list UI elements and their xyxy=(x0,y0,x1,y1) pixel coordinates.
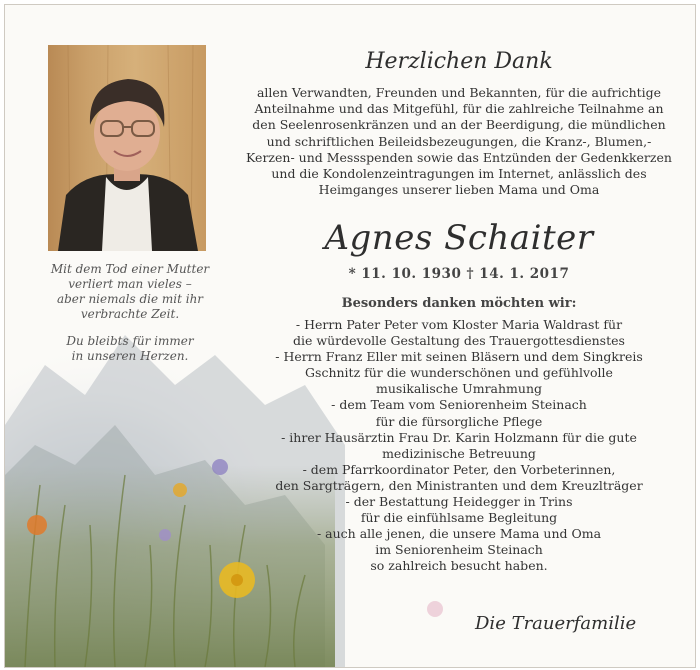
poem-line: verbrachte Zeit. xyxy=(80,307,180,321)
special-thanks-list xyxy=(219,317,696,575)
thanks-line: - Herrn Franz Eller mit seinen Bläsern und dem Singkreis xyxy=(275,349,643,365)
intro-line: und schriftlichen Beileidsbezeugungen, die Kranz-, Blumen,- xyxy=(266,133,652,149)
thanks-line: - Herrn Pater Peter vom Kloster Maria Waldrast für xyxy=(295,317,623,332)
intro-line: Heimganges unserer lieben Mama und Oma xyxy=(318,182,600,198)
poem-line: verliert man vieles – xyxy=(68,277,192,291)
thanks-line: für die fürsorgliche Pflege xyxy=(375,413,543,429)
thanks-line: musikalische Umrahmung xyxy=(376,381,542,397)
thanks-line: Gschnitz für die wunderschönen und gefühlvolle xyxy=(305,365,613,381)
thanks-line: - der Bestattung Heidegger in Trins xyxy=(345,494,573,510)
thanks-line: die würdevolle Gestaltung des Trauergottesdienstes xyxy=(293,333,625,349)
poem-line: in unseren Herzen. xyxy=(71,349,189,363)
intro-line: Kerzen- und Messspenden sowie das Entzünden der Gedenkkerzen xyxy=(246,149,672,165)
intro-text xyxy=(219,85,696,198)
memorial-poem xyxy=(35,262,225,322)
family-signoff: Die Trauerfamilie xyxy=(475,613,637,634)
poem-line: Mit dem Tod einer Mutter xyxy=(50,262,210,276)
thanks-line: medizinische Betreuung xyxy=(382,445,536,461)
deceased-name: Agnes Schaiter xyxy=(324,218,594,258)
intro-line: den Seelenrosenkränzen und an der Beerdigung, die mündlichen xyxy=(252,117,666,133)
thanks-line: so zahlreich besucht haben. xyxy=(370,558,548,574)
memorial-poem-closing xyxy=(35,334,225,364)
thanks-line: - ihrer Hausärztin Frau Dr. Karin Holzmann für die gute xyxy=(281,429,637,445)
thanks-heading: Herzlichen Dank xyxy=(365,49,553,74)
poem-line: Du bleibts für immer xyxy=(66,334,194,348)
thanks-line: im Seniorenheim Steinach xyxy=(375,542,543,558)
thanks-line: - dem Team vom Seniorenheim Steinach xyxy=(331,397,587,413)
intro-line: allen Verwandten, Freunden und Bekannten, für die aufrichtige xyxy=(256,85,662,100)
thanks-line: den Sargträgern, den Ministranten und dem Kreuzlträger xyxy=(275,477,643,493)
portrait-photo xyxy=(48,45,206,251)
intro-line: Anteilnahme und das Mitgefühl, für die zahlreiche Teilnahme an xyxy=(254,101,664,117)
poem-line: aber niemals die mit ihr xyxy=(56,292,204,306)
special-thanks-heading: Besonders danken möchten wir: xyxy=(341,296,577,311)
thanks-line: - dem Pfarrkoordinator Peter, den Vorbeterinnen, xyxy=(302,461,616,477)
life-dates: * 11. 10. 1930 † 14. 1. 2017 xyxy=(348,266,570,282)
intro-line: und die Kondolenzeintragungen im Internet, anlässlich des xyxy=(271,166,647,182)
thanks-line: für die einfühlsame Begleitung xyxy=(360,510,558,526)
thanks-line: - auch alle jenen, die unsere Mama und Oma xyxy=(316,526,602,542)
obituary-card xyxy=(4,4,696,668)
